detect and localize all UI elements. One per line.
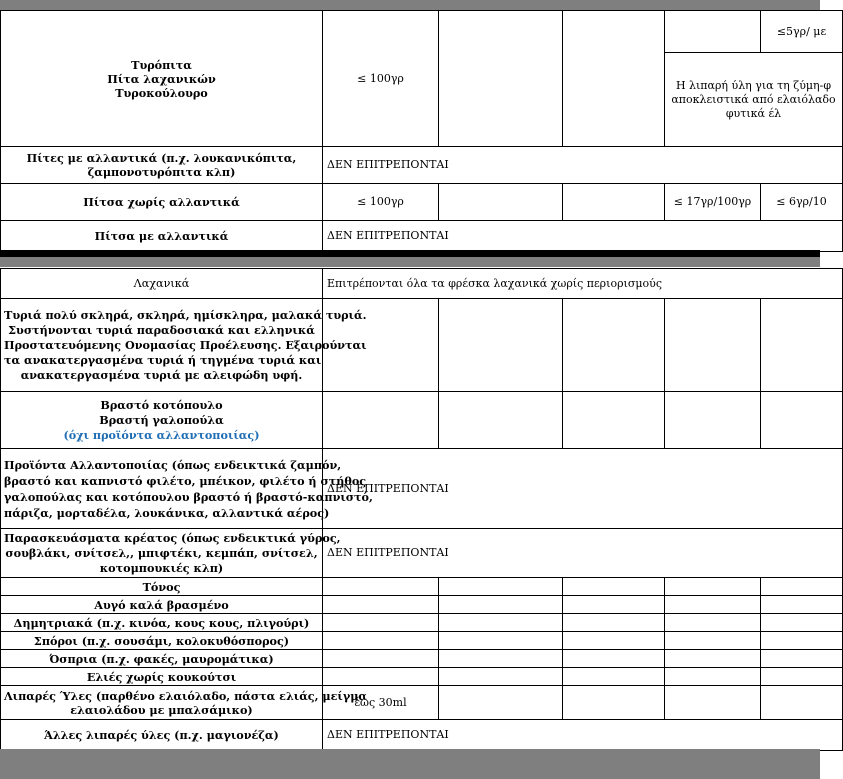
- empty-cell: [439, 596, 563, 614]
- table-row: [1, 269, 843, 299]
- empty-cell: [563, 632, 665, 650]
- not-allowed-note: ΔΕΝ ΕΠΙΤΡΕΠΟΝΤΑΙ: [323, 720, 843, 751]
- empty-cell: [439, 668, 563, 686]
- bottom-gray-band: [0, 749, 820, 779]
- not-allowed-note: ΔΕΝ ΕΠΙΤΡΕΠΟΝΤΑΙ: [323, 147, 843, 184]
- portion-cell: ≤ 100γρ: [323, 11, 439, 147]
- chicken-note: (όχι προϊόντα αλλαντοποιίας): [63, 427, 260, 442]
- row-label-deli-pies: Πίτες με αλλαντικά (π.χ. λουκανικόπιτα, ζαμπονοτυρόπιτα κλπ): [1, 147, 323, 184]
- row-label-cereals: Δημητριακά (π.χ. κινόα, κους κους, πλιγούρι): [1, 614, 323, 632]
- empty-cell: [761, 614, 843, 632]
- row-label-tuna: Τόνος: [1, 578, 323, 596]
- row-label-pizza-deli: Πίτσα με αλλαντικά: [1, 221, 323, 252]
- row-label-cheese: Τυριά πολύ σκληρά, σκληρά, ημίσκληρα, μαλακά τυριά. Συστήνονται τυριά παραδοσιακά και ελληνικά Προστατευόμενης Ονομασίας Προέλευσης. Εξαιρούνται τα ανακατεργασμένα τυριά ή τηγμένα τυριά και ανακατεργασμένα τυριά με αλειφώδη υφή.: [1, 299, 323, 392]
- section-divider-gray: [0, 257, 820, 267]
- empty-cell: [563, 668, 665, 686]
- table-row: [1, 596, 843, 614]
- section-divider-black: [0, 250, 820, 257]
- empty-cell: [761, 578, 843, 596]
- portion-cell: ≤ 100γρ: [323, 184, 439, 221]
- empty-cell: [761, 650, 843, 668]
- row-label-pies: Τυρόπιτα Πίτα λαχανικών Τυροκούλουρο: [1, 11, 323, 147]
- table-row: [1, 720, 843, 751]
- empty-cell: [563, 686, 665, 720]
- empty-cell: [563, 650, 665, 668]
- empty-cell: [665, 392, 761, 449]
- empty-cell: [761, 668, 843, 686]
- row-label-olives: Ελιές χωρίς κουκούτσι: [1, 668, 323, 686]
- food-items-table: [0, 268, 843, 751]
- table-row: [1, 147, 843, 184]
- empty-cell: [665, 578, 761, 596]
- row-label-fats: Λιπαρές Ύλες (παρθένο ελαιόλαδο, πάστα ελιάς, μείγμα ελαιολάδου με μπαλσάμικο): [1, 686, 323, 720]
- not-allowed-note: ΔΕΝ ΕΠΙΤΡΕΠΟΝΤΑΙ: [323, 221, 843, 252]
- empty-cell: [439, 614, 563, 632]
- empty-cell: [439, 392, 563, 449]
- row-label-legumes: Όσπρια (π.χ. φακές, μαυρομάτικα): [1, 650, 323, 668]
- empty-cell: [563, 11, 665, 147]
- empty-cell: [323, 650, 439, 668]
- empty-cell: [665, 614, 761, 632]
- row-label-meat: Παρασκευάσματα κρέατος (όπως ενδεικτικά γύρος, σουβλάκι, σνίτσελ,, μπιφτέκι, κεμπάπ, σνίτσελ, κοτομπουκιές κλπ): [1, 529, 323, 578]
- empty-cell: [761, 686, 843, 720]
- empty-cell: [665, 596, 761, 614]
- row-label-other-fats: Άλλες λιπαρές ύλες (π.χ. μαγιονέζα): [1, 720, 323, 751]
- empty-cell: [563, 299, 665, 392]
- top-gray-band: [0, 0, 820, 10]
- table-row: [1, 529, 843, 578]
- table-row: [1, 221, 843, 252]
- empty-cell: [665, 686, 761, 720]
- empty-cell: [323, 392, 439, 449]
- empty-cell: [563, 392, 665, 449]
- row-label-egg: Αυγό καλά βρασμένο: [1, 596, 323, 614]
- table-row: [1, 578, 843, 596]
- table-row: [1, 632, 843, 650]
- row-label-deli: Προϊόντα Αλλαντοποιίας (όπως ενδεικτικά ζαμπόν, βραστό και καπνιστό φιλέτο, μπέικον, φιλέτο ή στήθος γαλοπούλας και κοτόπουλου βραστό ή βραστό-καπνιστό, πάριζα, μορταδέλα, λουκάνικα, αλλαντικά αέρος): [1, 449, 323, 529]
- empty-cell: [439, 11, 563, 147]
- empty-cell: [665, 299, 761, 392]
- empty-cell: [439, 686, 563, 720]
- fat-limit-cell: ≤5γρ/ με: [761, 11, 843, 53]
- fat-cell: ≤ 17γρ/100γρ: [665, 184, 761, 221]
- table-row: [1, 184, 843, 221]
- table-row: [1, 614, 843, 632]
- table-row: [1, 650, 843, 668]
- empty-cell: [665, 650, 761, 668]
- row-label-vegetables: Λαχανικά: [1, 269, 323, 299]
- empty-cell: [761, 392, 843, 449]
- saturated-fat-cell: ≤ 6γρ/10: [761, 184, 843, 221]
- not-allowed-note: ΔΕΝ ΕΠΙΤΡΕΠΟΝΤΑΙ: [323, 449, 843, 529]
- empty-cell: [323, 632, 439, 650]
- row-label-pizza-plain: Πίτσα χωρίς αλλαντικά: [1, 184, 323, 221]
- empty-cell: [323, 596, 439, 614]
- empty-cell: [761, 596, 843, 614]
- empty-cell: [439, 184, 563, 221]
- table-row: [1, 299, 843, 392]
- empty-cell: [439, 299, 563, 392]
- table-row: [1, 392, 843, 449]
- empty-cell: [439, 578, 563, 596]
- row-label-seeds: Σπόροι (π.χ. σουσάμι, κολοκυθόσπορος): [1, 632, 323, 650]
- empty-cell: [439, 650, 563, 668]
- vegetables-note: Επιτρέπονται όλα τα φρέσκα λαχανικά χωρίς περιορισμούς: [323, 269, 843, 299]
- not-allowed-note: ΔΕΝ ΕΠΙΤΡΕΠΟΝΤΑΙ: [323, 529, 843, 578]
- table-row: [1, 668, 843, 686]
- empty-cell: [563, 184, 665, 221]
- empty-cell: [665, 632, 761, 650]
- empty-cell: [563, 596, 665, 614]
- empty-cell: [323, 668, 439, 686]
- table-row: [1, 449, 843, 529]
- bakery-items-table: [0, 10, 843, 252]
- empty-cell: [665, 11, 761, 53]
- table-row: [1, 686, 843, 720]
- empty-cell: [563, 614, 665, 632]
- empty-cell: [761, 632, 843, 650]
- portion-cell: έως 30ml: [323, 686, 439, 720]
- empty-cell: [323, 578, 439, 596]
- fat-note-cell: Η λιπαρή ύλη για τη ζύμη-φ αποκλειστικά από ελαιόλαδο φυτικά έλ: [665, 53, 843, 147]
- empty-cell: [563, 578, 665, 596]
- empty-cell: [439, 632, 563, 650]
- row-label-chicken: Βραστό κοτόπουλο Βραστή γαλοπούλα (όχι προϊόντα αλλαντοποιίας): [1, 392, 323, 449]
- empty-cell: [665, 668, 761, 686]
- table-row: [1, 11, 843, 53]
- empty-cell: [761, 299, 843, 392]
- empty-cell: [323, 614, 439, 632]
